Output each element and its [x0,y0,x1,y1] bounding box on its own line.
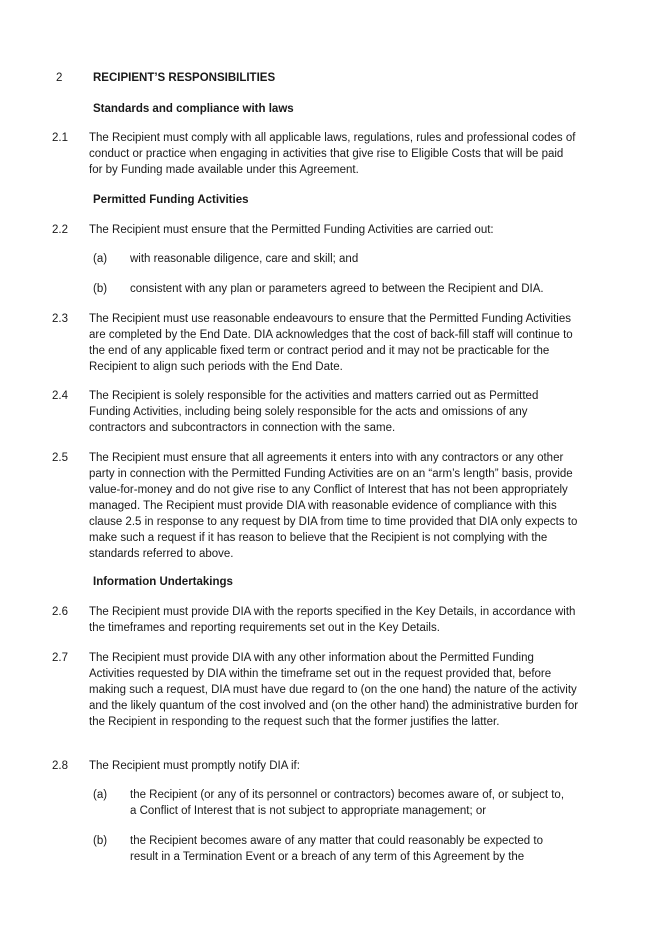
clause-number: 2.6 [52,606,68,618]
clause-2-8-a [93,787,583,819]
clause-2-8-b [93,833,583,865]
item-text: the Recipient (or any of its personnel or contractors) becomes aware of, or subject to, a Conflict of Interest that is not subject to appropriate management; or [130,789,565,817]
section-number: 2 [56,72,63,84]
clause-text: The Recipient must ensure that all agreements it enters into with any contractors or any other party in connection with the Permitted Funding Activities are on an “arm’s length” basis, provide value-for-money and do not give rise to any Conflict of Interest that has not been appropriately managed. The Recipient must provide DIA with reasonable evidence of compliance with this clause 2.5 in response to any request by DIA from time to time provided that DIA only expects to make such a request if it has reason to believe that the Recipient is not complying with the standards referred to above. [89,452,578,560]
clause-2-5 [52,450,592,562]
clause-2-2-b [93,281,583,297]
clause-2-4 [52,388,592,436]
clause-text: The Recipient must use reasonable endeavours to ensure that the Permitted Funding Activities are completed by the End Date. DIA acknowledges that the cost of back-fill staff will continue to the end of any applicable fixed term or contract period and it may not be practicable for the Recipient to align such periods with the End Date. [89,313,573,373]
subheading-standards: Standards and compliance with laws [93,103,294,115]
clause-number: 2.8 [52,760,68,772]
clause-2-7 [52,650,592,730]
clause-number: 2.3 [52,313,68,325]
clause-number: 2.5 [52,452,68,464]
clause-number: 2.4 [52,390,68,402]
clause-2-3 [52,311,592,375]
subheading-information: Information Undertakings [93,576,233,588]
clause-text: The Recipient must provide DIA with the reports specified in the Key Details, in accordance with the timeframes and reporting requirements set out in the Key Details. [89,606,576,634]
item-number: (b) [93,835,108,847]
clause-text: The Recipient must comply with all applicable laws, regulations, rules and professional codes of conduct or practice when engaging in activities that give rise to Eligible Costs that will be paid for by Funding made available under this Agreement. [89,132,576,176]
subheading-permitted: Permitted Funding Activities [93,194,249,206]
clause-number: 2.7 [52,652,68,664]
item-number: (a) [93,253,108,265]
item-number: (b) [93,283,108,295]
clause-text: The Recipient must provide DIA with any other information about the Permitted Funding Activities requested by DIA within the timeframe set out in the request provided that, before making such a request, DIA must have due regard to (on the one hand) the nature of the activity and the likely quantum of the cost involved and (on the other hand) the administrative burden for the Recipient in responding to the request such that the former justifies the latter. [89,652,579,728]
clause-2-6 [52,604,592,636]
item-number: (a) [93,789,108,801]
clause-number: 2.1 [52,132,68,144]
section-heading [56,70,275,86]
clause-number: 2.2 [52,224,68,236]
item-text: with reasonable diligence, care and skill; and [130,253,359,265]
clause-2-8 [52,758,592,774]
clause-text: The Recipient is solely responsible for the activities and matters carried out as Permitted Funding Activities, including being solely responsible for the acts and omissions of any contractors and subcontractors in connection with the same. [89,390,539,434]
section-title: RECIPIENT’S RESPONSIBILITIES [93,72,276,84]
clause-text: The Recipient must promptly notify DIA if: [89,760,300,772]
clause-text: The Recipient must ensure that the Permitted Funding Activities are carried out: [89,224,494,236]
clause-2-1 [52,130,592,178]
item-text: consistent with any plan or parameters agreed to between the Recipient and DIA. [130,283,544,295]
clause-2-2 [52,222,592,238]
item-text: the Recipient becomes aware of any matter that could reasonably be expected to result in a Termination Event or a breach of any term of this Agreement by the [130,835,543,863]
clause-2-2-a [93,251,583,267]
